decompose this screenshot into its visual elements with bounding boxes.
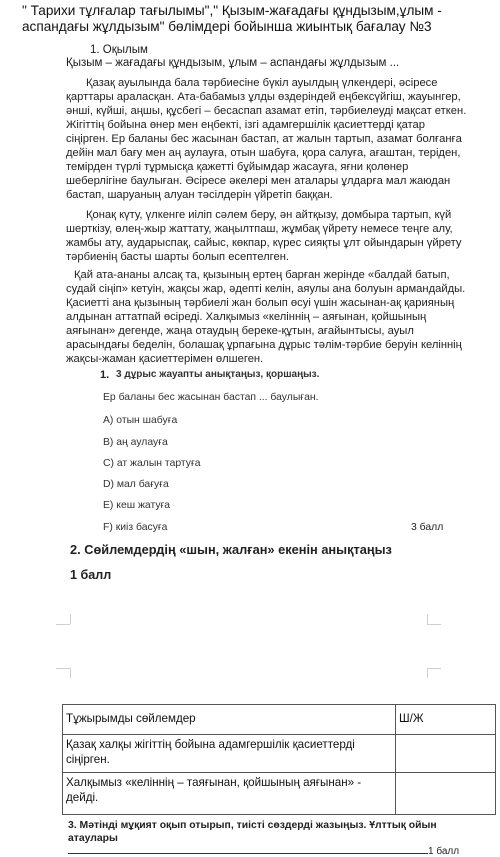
task-3-instruction: 3. Мәтінді мұқият оқып отырып, тиісті сөздерді жазыңыз. Ұлттық ойын атаулары xyxy=(68,820,437,844)
statement-cell: Қазақ халқы жігіттің бойына адамгершілік қасиеттерді сіңірген. xyxy=(63,735,396,773)
column-header-statements: Тұжырымды сөйлемдер xyxy=(63,705,396,735)
section-heading: 1. Оқылым xyxy=(90,44,148,56)
task-1-number: 1. xyxy=(100,369,110,381)
task-1-instruction xyxy=(100,369,320,381)
column-header-true-false: Ш/Ж xyxy=(396,705,496,735)
crop-mark xyxy=(427,668,428,678)
answer-option-a[interactable]: А) отын шабуға xyxy=(103,415,178,426)
task-1-text: 3 дұрыс жауапты анықтаңыз, қоршаңыз. xyxy=(116,369,320,380)
crop-mark xyxy=(56,668,70,669)
table-header-row xyxy=(63,705,496,735)
task-2-heading: 2. Сөйлемдердің «шын, жалған» екенін анықтаңыз xyxy=(70,542,392,557)
crop-mark xyxy=(56,624,70,625)
task-1-question: Ер баланы бес жасынан бастап ... баулыған. xyxy=(103,392,319,403)
table-row xyxy=(63,773,496,815)
worksheet-title: " Тарихи тұлғалар тағылымы"," Қызым-жағадағы құндызым,ұлым - аспандағы жұлдызым" бөлімдері бойынша жиынтық бағалау №3 xyxy=(22,3,442,34)
crop-mark xyxy=(427,624,441,625)
task-3-score: 1 балл xyxy=(428,846,460,857)
true-false-table xyxy=(62,704,496,815)
reading-paragraph-1: Қазақ ауылында бала тәрбиесіне бүкіл ауылдың үлкендері, әсіресе қарттары араласқан. Ата-бабамыз ұлды өздеріндей еңбексүйгіш, жауынгер, әнші, күйші, аңшы, құсбегі – бесаспап азамат етіп, тәрбиелеуді мақсат еткен. Жігіттің бойына өнер мен еңбекті, ізгі адамгершілік қасиеттерді қатар сіңірген. Ер баланы бес жасынан бастап, ат жалын тартып, азамат болғанға дейін мал бағу мен аң аулауға, отын шабуға, қора салуға, ағаштан, теріден, темірден түрлі тұрмысқа қажетті бұйымдар жасауға, яғни қолөнер шеберлігіне баулыған. Әсіресе әкелері мен аталары ұлдарға мал жаюдан бастап, шаруаның алуан тәсілдерін үйретіп баққан. xyxy=(66,77,467,201)
answer-cell[interactable] xyxy=(396,735,496,773)
crop-mark xyxy=(70,614,71,624)
answer-option-d[interactable]: D) мал бағуға xyxy=(103,479,169,490)
answer-option-c[interactable]: С) ат жалын тартуға xyxy=(103,458,201,469)
answer-option-b[interactable]: В) аң аулауға xyxy=(103,437,168,448)
section-subtitle: Қызым – жағадағы құндызым, ұлым – аспандағы жұлдызым ... xyxy=(66,57,400,69)
answer-option-e[interactable]: Е) кеш жатуға xyxy=(103,500,171,511)
crop-mark xyxy=(427,668,441,669)
table-row xyxy=(63,735,496,773)
crop-mark xyxy=(70,668,71,678)
crop-mark xyxy=(427,614,428,624)
answer-cell[interactable] xyxy=(396,773,496,815)
reading-paragraph-2: Қонақ күту, үлкенге иіліп сәлем беру, ән айтқызу, домбыра тартып, күй шерткізу, өлең-жыр жаттату, жаңылтпаш, жұмбақ үйрету немесе теңге алу, жамбы ату, аударыспақ, сайыс, көкпар, күрес сияқты ұлт ойындарын үйрету тәрбиенің басты шарты болып есептелген. xyxy=(66,209,462,263)
answer-option-f[interactable]: F) киіз басуға xyxy=(103,522,168,533)
statement-cell: Халқымыз «келіннің – таяғынан, қойшының аяғынан» - дейді. xyxy=(63,773,396,815)
task-1-score: 3 балл xyxy=(411,522,444,533)
task-2-score: 1 балл xyxy=(70,568,112,582)
answer-line[interactable] xyxy=(68,853,428,854)
reading-paragraph-3: Қай ата-ананы алсақ та, қызының ертең барған жерінде «балдай батып, судай сіңіп» кетуін, жақсы жар, әдепті келін, аяулы ана болуын армандайды. Қасиетті ана қызының тәрбиелі жан болып өсуі үшін жасынан-ақ қарияның алдынан аттатпай өсіреді. Халқымыз «келіннің – аяғынан, қойшының аяғынан» дегенде, жаңа отаудың береке-құтын, ағайынтысы, ауыл арасындағы беделін, болашақ ұрпағына дұрыс тәлім-тәрбие беруін келіннің жақсы-жаман қасиеттерімен өлшеген. xyxy=(66,269,466,365)
